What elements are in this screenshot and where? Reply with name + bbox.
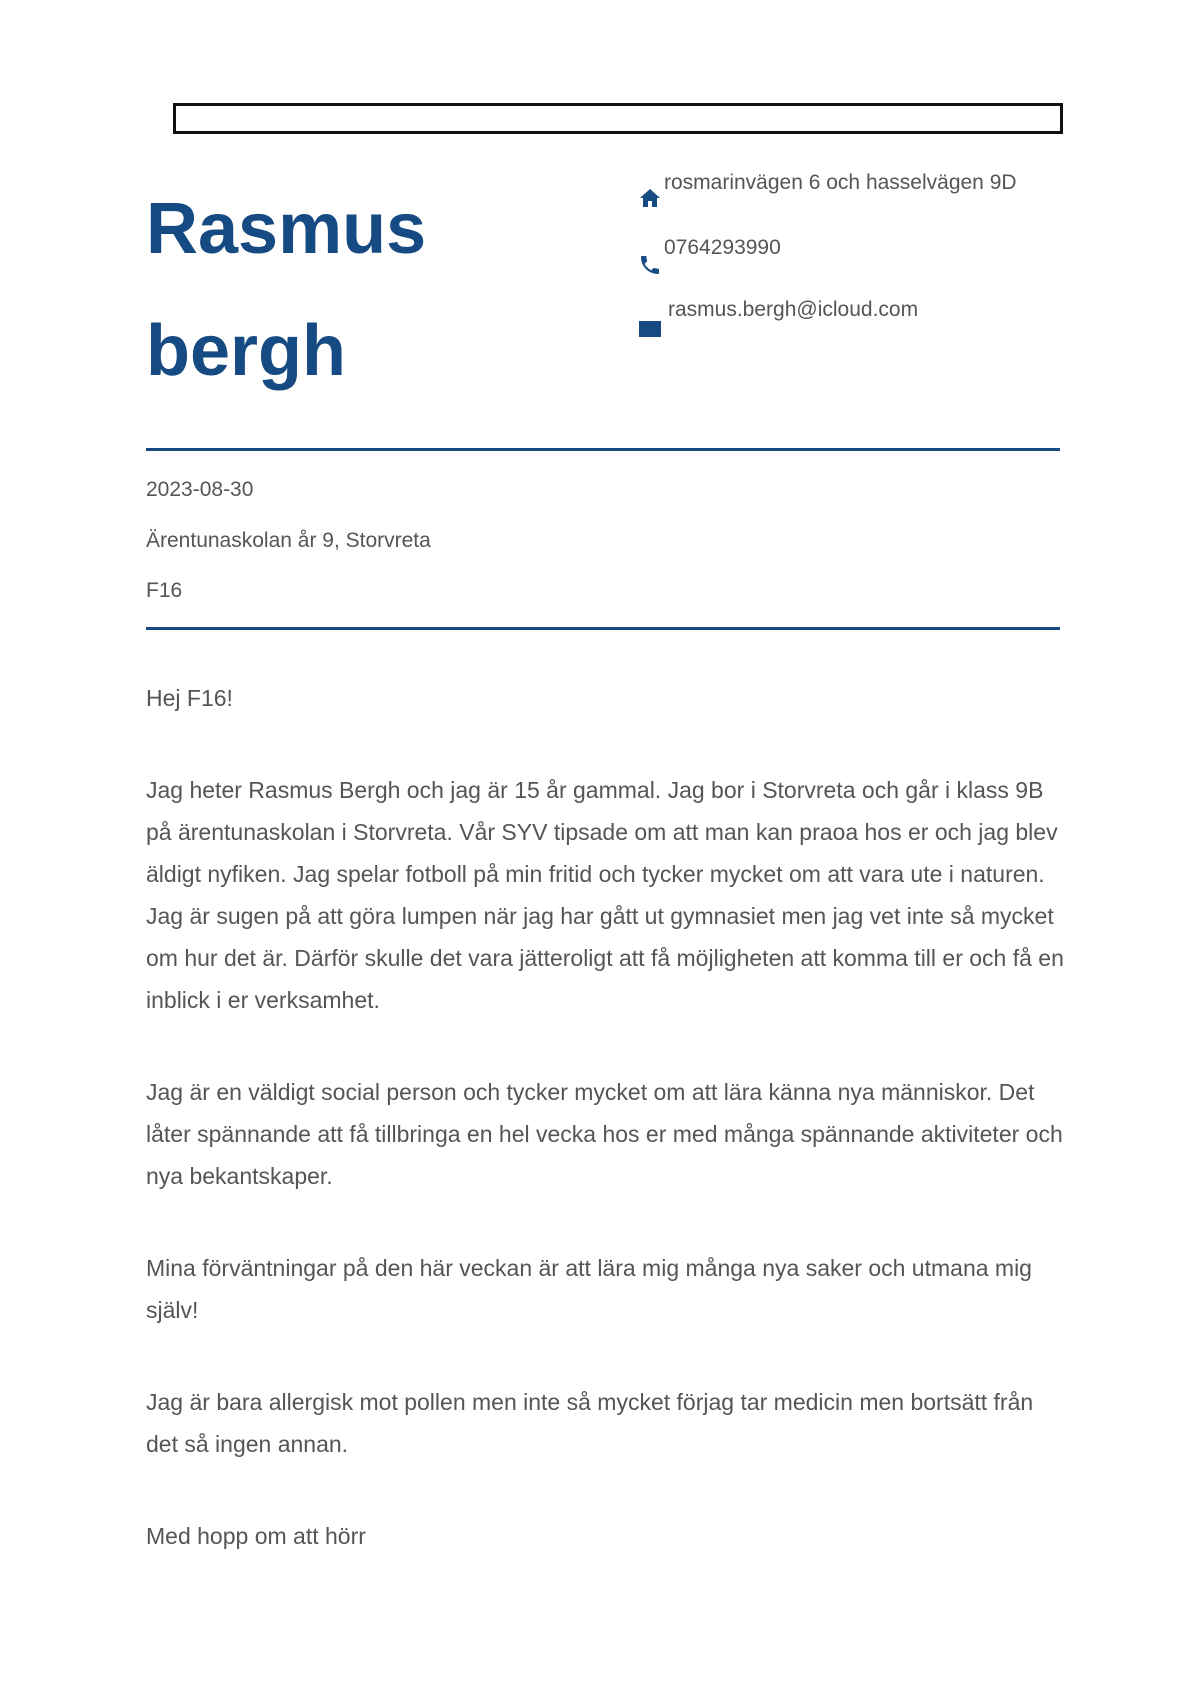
divider-bottom [146,627,1060,630]
paragraph-intro: Jag heter Rasmus Bergh och jag är 15 år gammal. Jag bor i Storvreta och går i klass 9B på ärentunaskolan i Storvreta. Vår SYV tipsade om att man kan praoa hos er och jag blev äldigt nyfiken. Jag spelar fotboll på min fritid och tycker mycket om att vara ute i naturen. Jag är sugen på att göra lumpen när jag har gått ut gymnasiet men jag vet inte så mycket om hur det är. Därför skulle det vara jätteroligt att få möjligheten att komma till er och få en inblick i er verksamhet. [146,777,1064,1013]
first-name: Rasmus [146,189,427,269]
email-text: rasmus.bergh@icloud.com [668,298,919,321]
paragraph-allergies: Jag är bara allergisk mot pollen men inte så mycket förjag tar medicin men bortsätt från det så ingen annan. [146,1389,1034,1457]
letter-body [146,677,1066,1607]
header-box [173,103,1063,134]
sender-school: Ärentunaskolan år 9, Storvreta [146,529,431,552]
last-name: bergh [146,311,347,391]
closing: Med hopp om att hörr [146,1523,366,1549]
phone-icon [638,253,662,277]
paragraph-expectations: Mina förväntningar på den här veckan är att lära mig många nya saker och utmana mig själv! [146,1255,1032,1323]
paragraph-personality: Jag är en väldigt social person och tycker mycket om att lära känna nya människor. Det låter spännande att få tillbringa en hel vecka hos er med många spännande aktiviteter och nya bekantskaper. [146,1079,1063,1189]
phone-text: 0764293990 [664,236,781,259]
greeting: Hej F16! [146,685,233,711]
envelope-icon [638,317,662,341]
divider-top [146,448,1060,451]
contact-email [638,297,1078,337]
contact-address [638,168,1078,208]
recipient: F16 [146,579,183,602]
applicant-name [146,168,616,412]
address-text: rosmarinvägen 6 och hasselvägen 9D [664,171,1017,194]
letter-date: 2023-08-30 [146,478,254,501]
contact-phone [638,233,1078,273]
home-icon [638,186,662,210]
